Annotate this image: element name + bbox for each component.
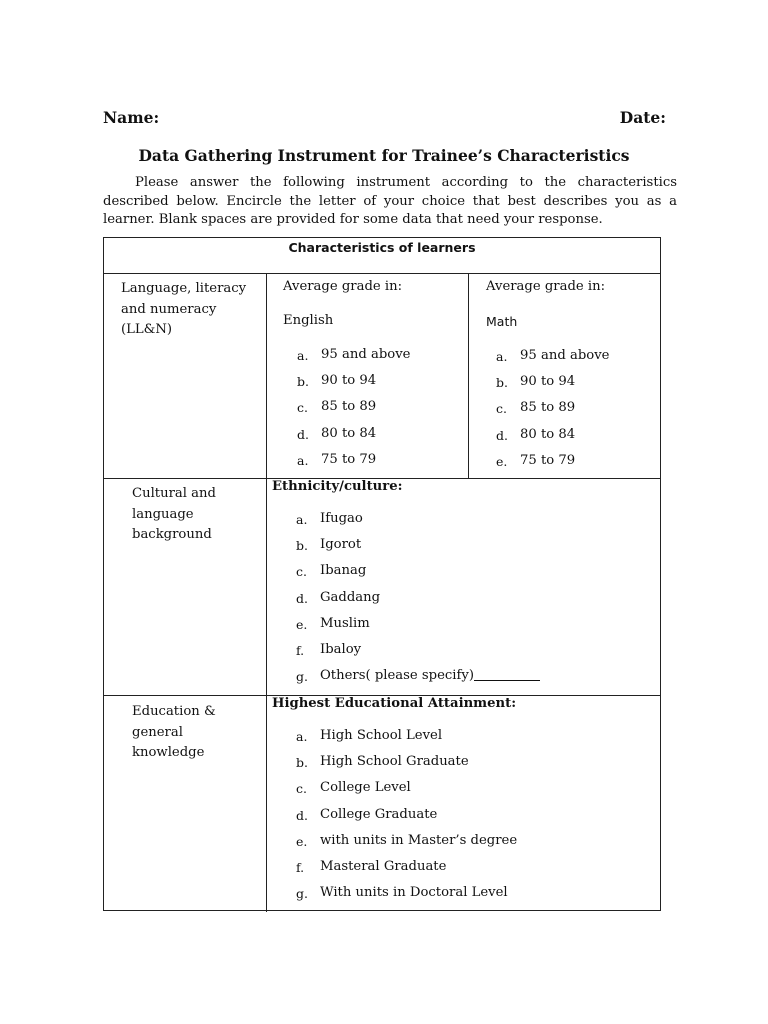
row-label-llnr: Language, literacy and numeracy (LL&N)	[121, 281, 247, 337]
list-item[interactable]	[296, 590, 657, 616]
option-text: 90 to 94	[321, 373, 377, 389]
option-letter: e.	[496, 453, 508, 469]
option-letter: c.	[296, 781, 307, 797]
math-subject: Math	[486, 314, 518, 329]
option-text: 80 to 84	[520, 426, 576, 442]
option-letter: d.	[496, 427, 508, 443]
list-item[interactable]	[496, 453, 656, 479]
education-column	[272, 696, 657, 911]
option-text: Igorot	[320, 537, 362, 553]
option-text: 80 to 84	[321, 425, 377, 441]
option-text: College Level	[320, 780, 411, 796]
list-item[interactable]	[296, 859, 657, 885]
option-letter: a.	[297, 348, 309, 363]
option-text: Ibaloy	[320, 641, 362, 657]
document-title: Data Gathering Instrument for Trainee’s Characteristics	[138, 146, 630, 165]
table-divider	[104, 273, 660, 274]
option-text: Ibanag	[320, 563, 367, 579]
list-item[interactable]	[296, 885, 657, 911]
list-item[interactable]	[296, 807, 657, 833]
table-divider	[266, 273, 267, 912]
row-label-culture: Cultural and language background	[132, 486, 216, 542]
option-letter: a.	[296, 729, 308, 744]
english-column	[283, 279, 463, 478]
option-text: College Graduate	[320, 806, 438, 822]
option-letter: e.	[296, 616, 308, 632]
option-letter: d.	[296, 807, 308, 823]
option-letter: c.	[496, 401, 507, 417]
option-letter: f.	[296, 859, 305, 875]
option-text: 90 to 94	[520, 374, 576, 390]
math-column	[486, 279, 656, 479]
list-item[interactable]	[496, 374, 656, 400]
option-letter: b.	[296, 755, 308, 771]
option-letter: c.	[297, 400, 308, 416]
specify-blank[interactable]	[474, 668, 540, 681]
list-item[interactable]	[297, 347, 463, 373]
option-text: 75 to 79	[520, 452, 576, 468]
education-heading: Highest Educational Attainment:	[272, 696, 517, 711]
culture-heading: Ethnicity/culture:	[272, 479, 403, 494]
list-item[interactable]	[297, 373, 463, 399]
option-letter: e.	[296, 833, 308, 849]
list-item[interactable]	[296, 511, 657, 537]
english-options	[283, 347, 463, 478]
option-text: High School Graduate	[320, 754, 469, 770]
option-text: With units in Doctoral Level	[320, 885, 508, 901]
option-text: 85 to 89	[520, 400, 576, 416]
option-text: 95 and above	[520, 348, 610, 363]
list-item[interactable]	[496, 427, 656, 453]
math-options	[486, 348, 656, 479]
instructions-text: Please answer the following instrument according to the characteristics described below. Encircle the letter of your choice that best describes you as a learner. Blank spaces are provided for some data that need your response.	[103, 175, 677, 227]
option-letter: a.	[297, 452, 309, 468]
option-letter: b.	[496, 375, 508, 391]
option-letter: d.	[296, 590, 308, 606]
date-label: Date:	[619, 108, 666, 127]
option-letter: g.	[296, 886, 308, 902]
option-letter: c.	[296, 564, 307, 580]
list-item[interactable]	[296, 563, 657, 589]
list-item[interactable]	[296, 728, 657, 754]
option-letter: a.	[296, 512, 308, 527]
culture-options	[272, 511, 657, 694]
name-label: Name:	[103, 108, 160, 127]
option-text: Muslim	[320, 615, 370, 631]
option-text: Gaddang	[320, 589, 381, 605]
option-letter: f.	[296, 642, 305, 658]
option-text: 95 and above	[321, 347, 411, 362]
option-letter: b.	[296, 538, 308, 554]
list-item[interactable]	[296, 668, 657, 694]
option-text: Ifugao	[320, 511, 363, 526]
option-letter: a.	[496, 349, 508, 364]
instructions-paragraph	[103, 174, 677, 230]
option-letter: d.	[297, 426, 309, 442]
culture-column	[272, 479, 657, 694]
option-text: Masteral Graduate	[320, 858, 447, 874]
education-options	[272, 728, 657, 911]
characteristics-table	[103, 237, 661, 911]
english-prompt: Average grade in:	[283, 279, 403, 294]
table-divider	[468, 273, 469, 478]
row-label-education: Education & general knowledge	[132, 704, 216, 760]
option-text: 85 to 89	[321, 399, 377, 415]
english-subject: English	[283, 313, 334, 328]
option-text: Others( please specify)	[320, 668, 475, 684]
option-letter: g.	[296, 669, 308, 685]
option-text: with units in Master’s degree	[320, 832, 518, 848]
list-item[interactable]	[296, 537, 657, 563]
list-item[interactable]	[296, 754, 657, 780]
list-item[interactable]	[296, 833, 657, 859]
list-item[interactable]	[297, 399, 463, 425]
table-heading: Characteristics of learners	[288, 240, 476, 255]
header-row	[103, 108, 666, 127]
list-item[interactable]	[496, 348, 656, 374]
list-item[interactable]	[297, 452, 463, 478]
option-letter: b.	[297, 374, 309, 390]
option-text: 75 to 79	[321, 451, 377, 467]
math-prompt: Average grade in:	[486, 279, 606, 294]
list-item[interactable]	[297, 426, 463, 452]
list-item[interactable]	[296, 642, 657, 668]
list-item[interactable]	[496, 400, 656, 426]
option-text: High School Level	[320, 728, 443, 743]
list-item[interactable]	[296, 780, 657, 806]
list-item[interactable]	[296, 616, 657, 642]
